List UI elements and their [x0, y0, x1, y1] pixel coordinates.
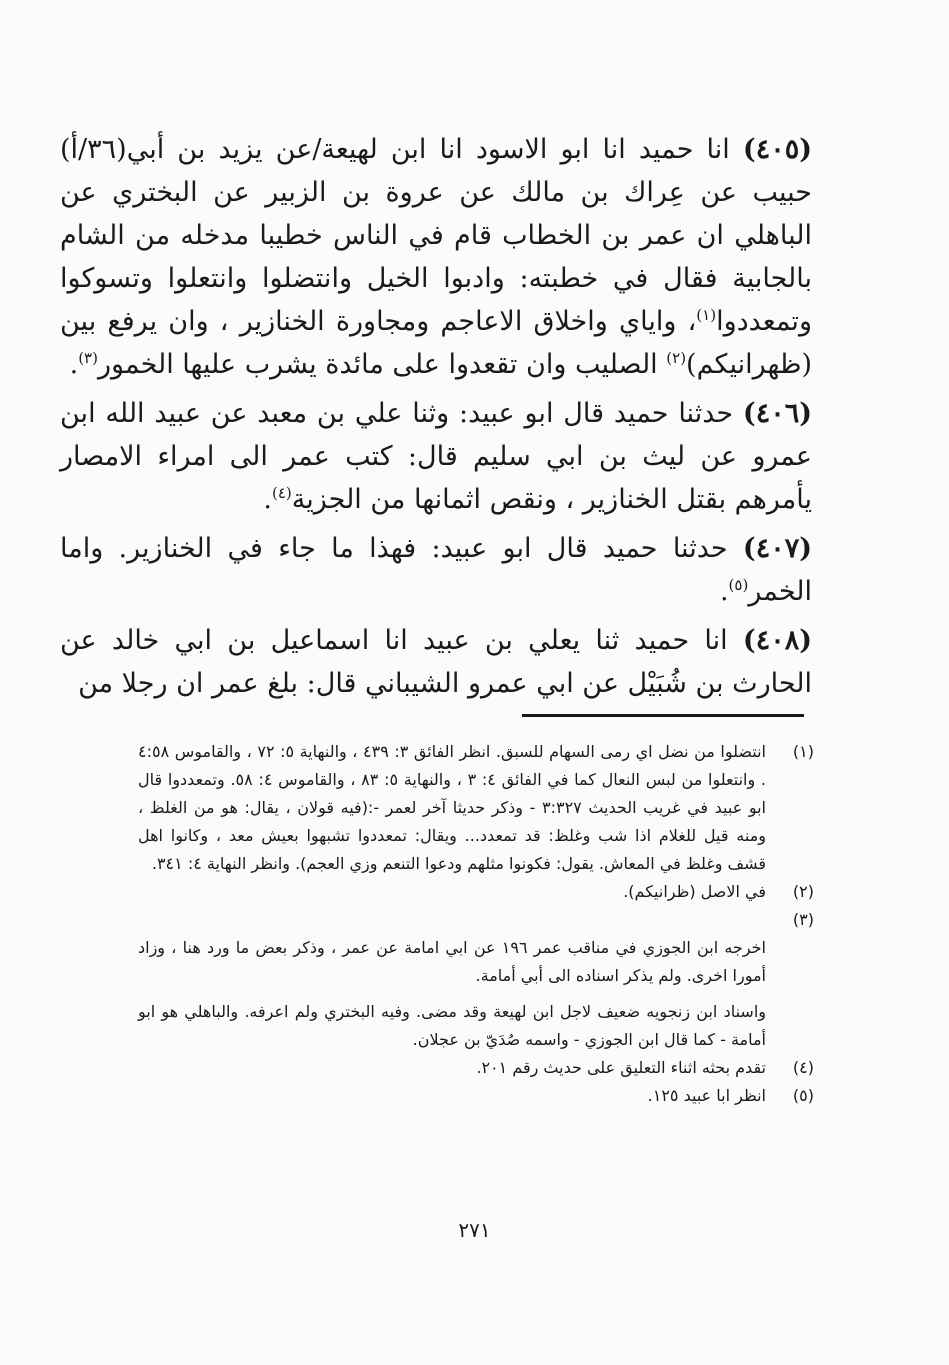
hadith-text: ، واياي واخلاق الاعاجم ومجاورة الخنازير ، وان يرفع بين (ظهرانيكم): [60, 306, 812, 380]
footnote-3-comment: [138, 998, 814, 1054]
footnote-marker[interactable]: (٤): [271, 484, 292, 502]
hadith-text: .: [719, 576, 729, 607]
footnote-number: [766, 998, 814, 1054]
footnote-marker[interactable]: (١): [696, 306, 717, 324]
footnote-number: [766, 934, 814, 990]
footnote-marker[interactable]: (٢): [666, 349, 687, 367]
hadith-text: انا حميد انا ابو الاسود انا ابن لهيعة/عن يزيد بن أبي(٣٦/أ) حبيب عن عِراك بن مالك عن عروة بن الزبير عن البختري عن الباهلي ان عمر بن الخطاب قام في الناس خطيبا مدخله من الشام بالجابية فقال في خطبته: وادبوا الخيل وانتضلوا وانتعلوا وتسوكوا وتمعددوا: [60, 134, 812, 337]
hadith-number: (٤٠٧): [742, 533, 812, 564]
footnote-divider: [522, 714, 804, 717]
footnote-text: تقدم بحثه اثناء التعليق على حديث رقم ٢٠١.: [476, 1058, 766, 1077]
hadith-405: [60, 128, 812, 386]
hadith-406: [60, 392, 812, 521]
hadith-text: انا حميد ثنا يعلي بن عبيد انا اسماعيل بن ابي خالد عن الحارث بن شُبَيْل عن ابي عمرو الشيباني قال: بلغ عمر ان رجلا من: [60, 625, 812, 699]
hadith-text: حدثنا حميد قال ابو عبيد: فهذا ما جاء في الخنازير. واما الخمر: [60, 533, 812, 607]
spacer: [138, 990, 814, 998]
footnote-marker[interactable]: (٣): [78, 349, 98, 367]
hadith-407: [60, 527, 812, 613]
footnote-3-text: [138, 934, 814, 990]
main-text: [60, 128, 812, 711]
footnote-text: في الاصل (ظرانيكم).: [623, 882, 766, 901]
footnotes: [138, 738, 814, 1110]
hadith-text: .: [263, 484, 272, 515]
hadith-text: .: [69, 349, 79, 380]
hadith-text: الصليب وان تقعدوا على مائدة يشرب عليها الخمور: [97, 349, 667, 380]
hadith-408: [60, 619, 812, 705]
footnote-number: (٤): [792, 1058, 814, 1077]
page-number: ٢٧١: [458, 1218, 491, 1242]
footnote-2: [138, 878, 814, 906]
footnote-text: انتضلوا من نضل اي رمى السهام للسبق. انظر الفائق ٣: ٤٣٩ ، والنهاية ٥: ٧٢ ، والقاموس ٤:٥٨ . وانتعلوا من لبس النعال كما في الفائق ٤: ٣ ، والنهاية ٥: ٨٣ ، والقاموس ٤: ٥٨. وتمعددوا قال ابو عبيد في غريب الحديث ٣:٣٢٧ - وذكر حديثا آخر لعمر -:(فيه قولان ، يقال: هو من الغلظ ، ومنه قيل للغلام اذا شب وغلظ: قد تمعدد... ويقال: تمعددوا تشبهوا بعيش معد ، وكانوا اهل قشف وغلظ في المعاش. يقول: فكونوا مثلهم ودعوا التنعم وزي العجم). وانظر النهاية ٤: ٣٤١.: [138, 742, 767, 873]
footnote-text: اخرجه ابن الجوزي في مناقب عمر ١٩٦ عن ابي امامة عن عمر ، وذكر بعض ما ورد هنا ، وزاد أمورا اخرى. ولم يذكر اسناده الى أبي أمامة.: [138, 938, 766, 985]
footnote-1: [138, 738, 814, 878]
footnote-number: (٣): [792, 910, 814, 929]
footnote-number: (٥): [792, 1086, 814, 1105]
footnote-marker[interactable]: (٥): [728, 576, 749, 594]
footnote-text: انظر ابا عبيد ١٢٥.: [647, 1086, 766, 1105]
footnote-4: [138, 1054, 814, 1082]
hadith-text: حدثنا حميد قال ابو عبيد: وثنا علي بن معبد عن عبيد الله ابن عمرو عن ليث بن ابي سليم قال: كتب عمر الى امراء الامصار يأمرهم بقتل الخنازير ، ونقص اثمانها من الجزية: [60, 398, 812, 515]
footnote-text: [138, 906, 766, 934]
hadith-number: (٤٠٥): [742, 134, 812, 165]
footnote-3: [138, 906, 814, 934]
footnote-5: [138, 1082, 814, 1110]
footnote-number: (١): [792, 742, 814, 761]
hadith-number: (٤٠٨): [742, 625, 812, 656]
hadith-number: (٤٠٦): [742, 398, 812, 429]
footnote-text: واسناد ابن زنجويه ضعيف لاجل ابن لهيعة وقد مضى. وفيه البختري ولم اعرفه. والباهلي هو ابو أمامة - كما قال ابن الجوزي - واسمه صُدَيّ بن عجلان.: [138, 1002, 766, 1049]
footnote-number: (٢): [792, 882, 814, 901]
